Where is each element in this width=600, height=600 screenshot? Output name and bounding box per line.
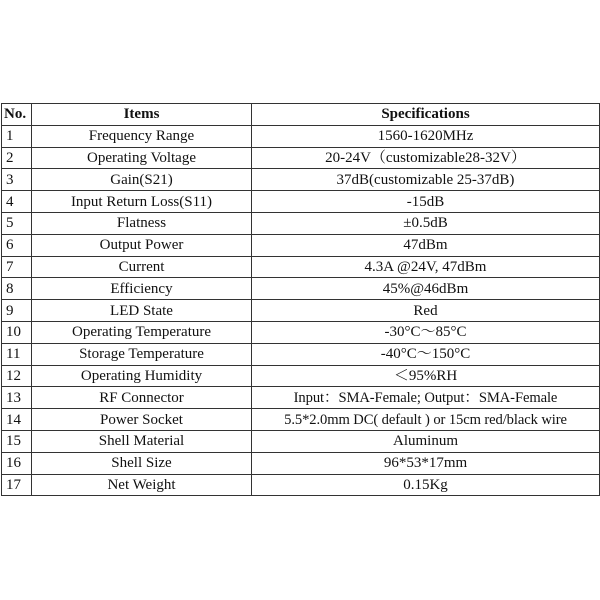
item-name: Net Weight — [32, 474, 252, 496]
row-number: 3 — [2, 169, 32, 191]
item-name: Output Power — [32, 234, 252, 256]
row-number: 13 — [2, 387, 32, 409]
specification-value: -30°C～85°C — [252, 321, 600, 343]
row-number: 10 — [2, 321, 32, 343]
header-row — [2, 104, 600, 126]
item-name: Power Socket — [32, 409, 252, 431]
item-name: Gain(S21) — [32, 169, 252, 191]
item-name: Operating Humidity — [32, 365, 252, 387]
row-number: 12 — [2, 365, 32, 387]
specification-value: 47dBm — [252, 234, 600, 256]
row-number: 6 — [2, 234, 32, 256]
row-number: 15 — [2, 430, 32, 452]
row-number: 17 — [2, 474, 32, 496]
item-name: Input Return Loss(S11) — [32, 191, 252, 213]
item-name: Current — [32, 256, 252, 278]
specification-value: -15dB — [252, 191, 600, 213]
specification-value: ±0.5dB — [252, 212, 600, 234]
row-number: 16 — [2, 452, 32, 474]
table-header — [2, 104, 600, 126]
item-name: Shell Material — [32, 430, 252, 452]
table-row — [2, 234, 600, 256]
specification-value: 96*53*17mm — [252, 452, 600, 474]
row-number: 14 — [2, 409, 32, 431]
item-name: Flatness — [32, 212, 252, 234]
specification-value: 4.3A @24V, 47dBm — [252, 256, 600, 278]
item-name: Efficiency — [32, 278, 252, 300]
table-row — [2, 387, 600, 409]
item-name: Storage Temperature — [32, 343, 252, 365]
table-row — [2, 321, 600, 343]
row-number: 11 — [2, 343, 32, 365]
table-row — [2, 409, 600, 431]
specification-value: 1560-1620MHz — [252, 125, 600, 147]
table-row — [2, 278, 600, 300]
specifications-table — [1, 103, 600, 496]
specification-value: 5.5*2.0mm DC( default ) or 15cm red/black wire — [252, 409, 600, 431]
table-row — [2, 474, 600, 496]
row-number: 9 — [2, 300, 32, 322]
table-row — [2, 300, 600, 322]
item-name: Shell Size — [32, 452, 252, 474]
table-row — [2, 430, 600, 452]
specification-value: 20-24V（customizable28-32V） — [252, 147, 600, 169]
table-row — [2, 452, 600, 474]
table-row — [2, 365, 600, 387]
row-number: 7 — [2, 256, 32, 278]
row-number: 1 — [2, 125, 32, 147]
item-name: LED State — [32, 300, 252, 322]
table-body — [2, 125, 600, 496]
item-name: Operating Temperature — [32, 321, 252, 343]
item-name: RF Connector — [32, 387, 252, 409]
specification-value: ＜95%RH — [252, 365, 600, 387]
header-specifications: Specifications — [252, 104, 600, 126]
table-row — [2, 147, 600, 169]
table-row — [2, 125, 600, 147]
row-number: 4 — [2, 191, 32, 213]
specification-value: Aluminum — [252, 430, 600, 452]
item-name: Operating Voltage — [32, 147, 252, 169]
table-row — [2, 343, 600, 365]
specification-value: Red — [252, 300, 600, 322]
header-items: Items — [32, 104, 252, 126]
row-number: 8 — [2, 278, 32, 300]
specification-value: 45%@46dBm — [252, 278, 600, 300]
row-number: 2 — [2, 147, 32, 169]
specification-value: 0.15Kg — [252, 474, 600, 496]
specification-value: 37dB(customizable 25-37dB) — [252, 169, 600, 191]
item-name: Frequency Range — [32, 125, 252, 147]
specification-value: Input：SMA-Female; Output：SMA-Female — [252, 387, 600, 409]
specification-value: -40°C～150°C — [252, 343, 600, 365]
header-no: No. — [2, 104, 32, 126]
table-row — [2, 169, 600, 191]
row-number: 5 — [2, 212, 32, 234]
table-row — [2, 212, 600, 234]
table-row — [2, 256, 600, 278]
table-row — [2, 191, 600, 213]
